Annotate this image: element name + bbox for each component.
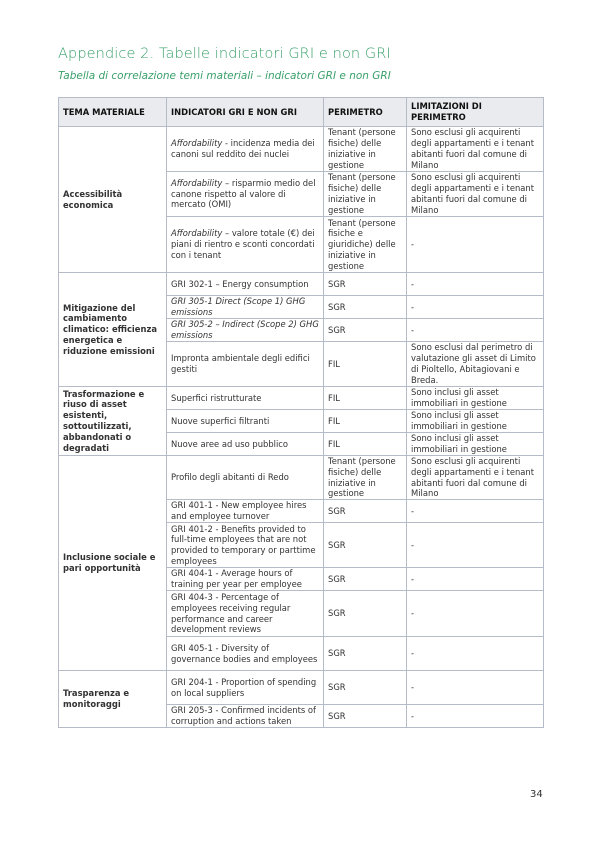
topic-cell: Mitigazione del cambiamento climatico: efficienza energetica e riduzione emissioni: [59, 273, 167, 387]
indicator-cell: Nuove superfici filtranti: [167, 410, 324, 433]
indicator-cell: GRI 405-1 - Diversity of governance bodies and employees: [167, 637, 324, 671]
indicator-cell: GRI 404-3 - Percentage of employees receiving regular performance and career development reviews: [167, 591, 324, 637]
topic-cell: Trasformazione e riuso di asset esistenti, sottoutilizzati, abbandonati o degradati: [59, 387, 167, 456]
gri-correlation-table: [58, 97, 544, 728]
indicator-cell: GRI 205-3 - Confirmed incidents of corruption and actions taken: [167, 705, 324, 728]
indicator-cell: GRI 401-2 - Benefits provided to full-time employees that are not provided to temporary or parttime employees: [167, 523, 324, 568]
header-perimetro: PERIMETRO: [324, 98, 407, 127]
indicator-cell: Impronta ambientale degli edifici gestiti: [167, 342, 324, 387]
indicator-cell: [167, 127, 324, 172]
limitation-cell: -: [407, 671, 544, 705]
perimeter-cell: FIL: [324, 342, 407, 387]
indicator-cell: GRI 404-1 - Average hours of training per year per employee: [167, 568, 324, 591]
perimeter-cell: SGR: [324, 523, 407, 568]
limitation-cell: Sono inclusi gli asset immobiliari in gestione: [407, 433, 544, 456]
indicator-text: – valore totale (€) dei piani di rientro e sconti concordati con i tenant: [171, 228, 315, 260]
limitation-cell: Sono esclusi gli acquirenti degli appartamenti e i tenant abitanti fuori dal comune di Milano: [407, 127, 544, 172]
limitation-cell: -: [407, 217, 544, 273]
table-row: [59, 387, 544, 410]
limitation-cell: -: [407, 705, 544, 728]
header-tema-materiale: TEMA MATERIALE: [59, 98, 167, 127]
indicator-cell: GRI 305-2 – Indirect (Scope 2) GHG emissions: [167, 319, 324, 342]
perimeter-cell: SGR: [324, 273, 407, 296]
perimeter-cell: FIL: [324, 410, 407, 433]
limitation-cell: -: [407, 319, 544, 342]
table-row: [59, 273, 544, 296]
table-row: [59, 127, 544, 172]
perimeter-cell: Tenant (persone fisiche) delle iniziative in gestione: [324, 127, 407, 172]
perimeter-cell: SGR: [324, 319, 407, 342]
perimeter-cell: Tenant (persone fisiche e giuridiche) delle iniziative in gestione: [324, 217, 407, 273]
limitation-cell: -: [407, 273, 544, 296]
limitation-cell: Sono inclusi gli asset immobiliari in gestione: [407, 410, 544, 433]
limitation-cell: Sono esclusi gli acquirenti degli appartamenti e i tenant abitanti fuori dal comune di Milano: [407, 456, 544, 500]
table-header-row: [59, 98, 544, 127]
limitation-cell: Sono inclusi gli asset immobiliari in gestione: [407, 387, 544, 410]
indicator-cell: GRI 302-1 – Energy consumption: [167, 273, 324, 296]
limitation-cell: -: [407, 637, 544, 671]
indicator-cell: Profilo degli abitanti di Redo: [167, 456, 324, 500]
indicator-cell: GRI 305-1 Direct (Scope 1) GHG emissions: [167, 296, 324, 319]
indicator-emphasis: Affordability: [171, 228, 223, 239]
perimeter-cell: SGR: [324, 296, 407, 319]
limitation-cell: -: [407, 523, 544, 568]
indicator-cell: Superfici ristrutturate: [167, 387, 324, 410]
table-row: [59, 456, 544, 500]
perimeter-cell: SGR: [324, 637, 407, 671]
indicator-emphasis: Affordability: [171, 138, 223, 149]
limitation-cell: -: [407, 568, 544, 591]
perimeter-cell: Tenant (persone fisiche) delle iniziative in gestione: [324, 172, 407, 217]
header-limitazioni: LIMITAZIONI DI PERIMETRO: [407, 98, 544, 127]
indicator-cell: GRI 401-1 - New employee hires and employee turnover: [167, 500, 324, 523]
table-row: [59, 671, 544, 705]
perimeter-cell: Tenant (persone fisiche) delle iniziative in gestione: [324, 456, 407, 500]
topic-cell: Inclusione sociale e pari opportunità: [59, 456, 167, 671]
table-caption: Tabella di correlazione temi materiali – indicatori GRI e non GRI: [58, 70, 391, 82]
topic-cell: Trasparenza e monitoraggi: [59, 671, 167, 728]
limitation-cell: -: [407, 591, 544, 637]
perimeter-cell: SGR: [324, 671, 407, 705]
perimeter-cell: SGR: [324, 568, 407, 591]
indicator-cell: Nuove aree ad uso pubblico: [167, 433, 324, 456]
limitation-cell: Sono esclusi gli acquirenti degli appartamenti e i tenant abitanti fuori dal comune di Milano: [407, 172, 544, 217]
indicator-cell: [167, 172, 324, 217]
perimeter-cell: SGR: [324, 591, 407, 637]
perimeter-cell: FIL: [324, 433, 407, 456]
indicator-cell: [167, 217, 324, 273]
limitation-cell: -: [407, 500, 544, 523]
indicator-emphasis: Affordability: [171, 177, 223, 188]
page-title: Appendice 2. Tabelle indicatori GRI e non GRI: [58, 46, 391, 62]
indicator-text: - incidenza media dei canoni sul reddito dei nuclei: [171, 138, 315, 159]
limitation-cell: -: [407, 296, 544, 319]
perimeter-cell: FIL: [324, 387, 407, 410]
page-number: 34: [530, 789, 543, 800]
indicator-text: – risparmio medio del canone rispetto al valore di mercato (OMI): [171, 177, 316, 210]
topic-cell: Accessibilità economica: [59, 127, 167, 273]
limitation-cell: Sono esclusi dal perimetro di valutazione gli asset di Limito di Pioltello, Abitagiovani e Breda.: [407, 342, 544, 387]
perimeter-cell: SGR: [324, 705, 407, 728]
indicator-cell: GRI 204-1 - Proportion of spending on local suppliers: [167, 671, 324, 705]
header-indicatori: INDICATORI GRI E NON GRI: [167, 98, 324, 127]
perimeter-cell: SGR: [324, 500, 407, 523]
